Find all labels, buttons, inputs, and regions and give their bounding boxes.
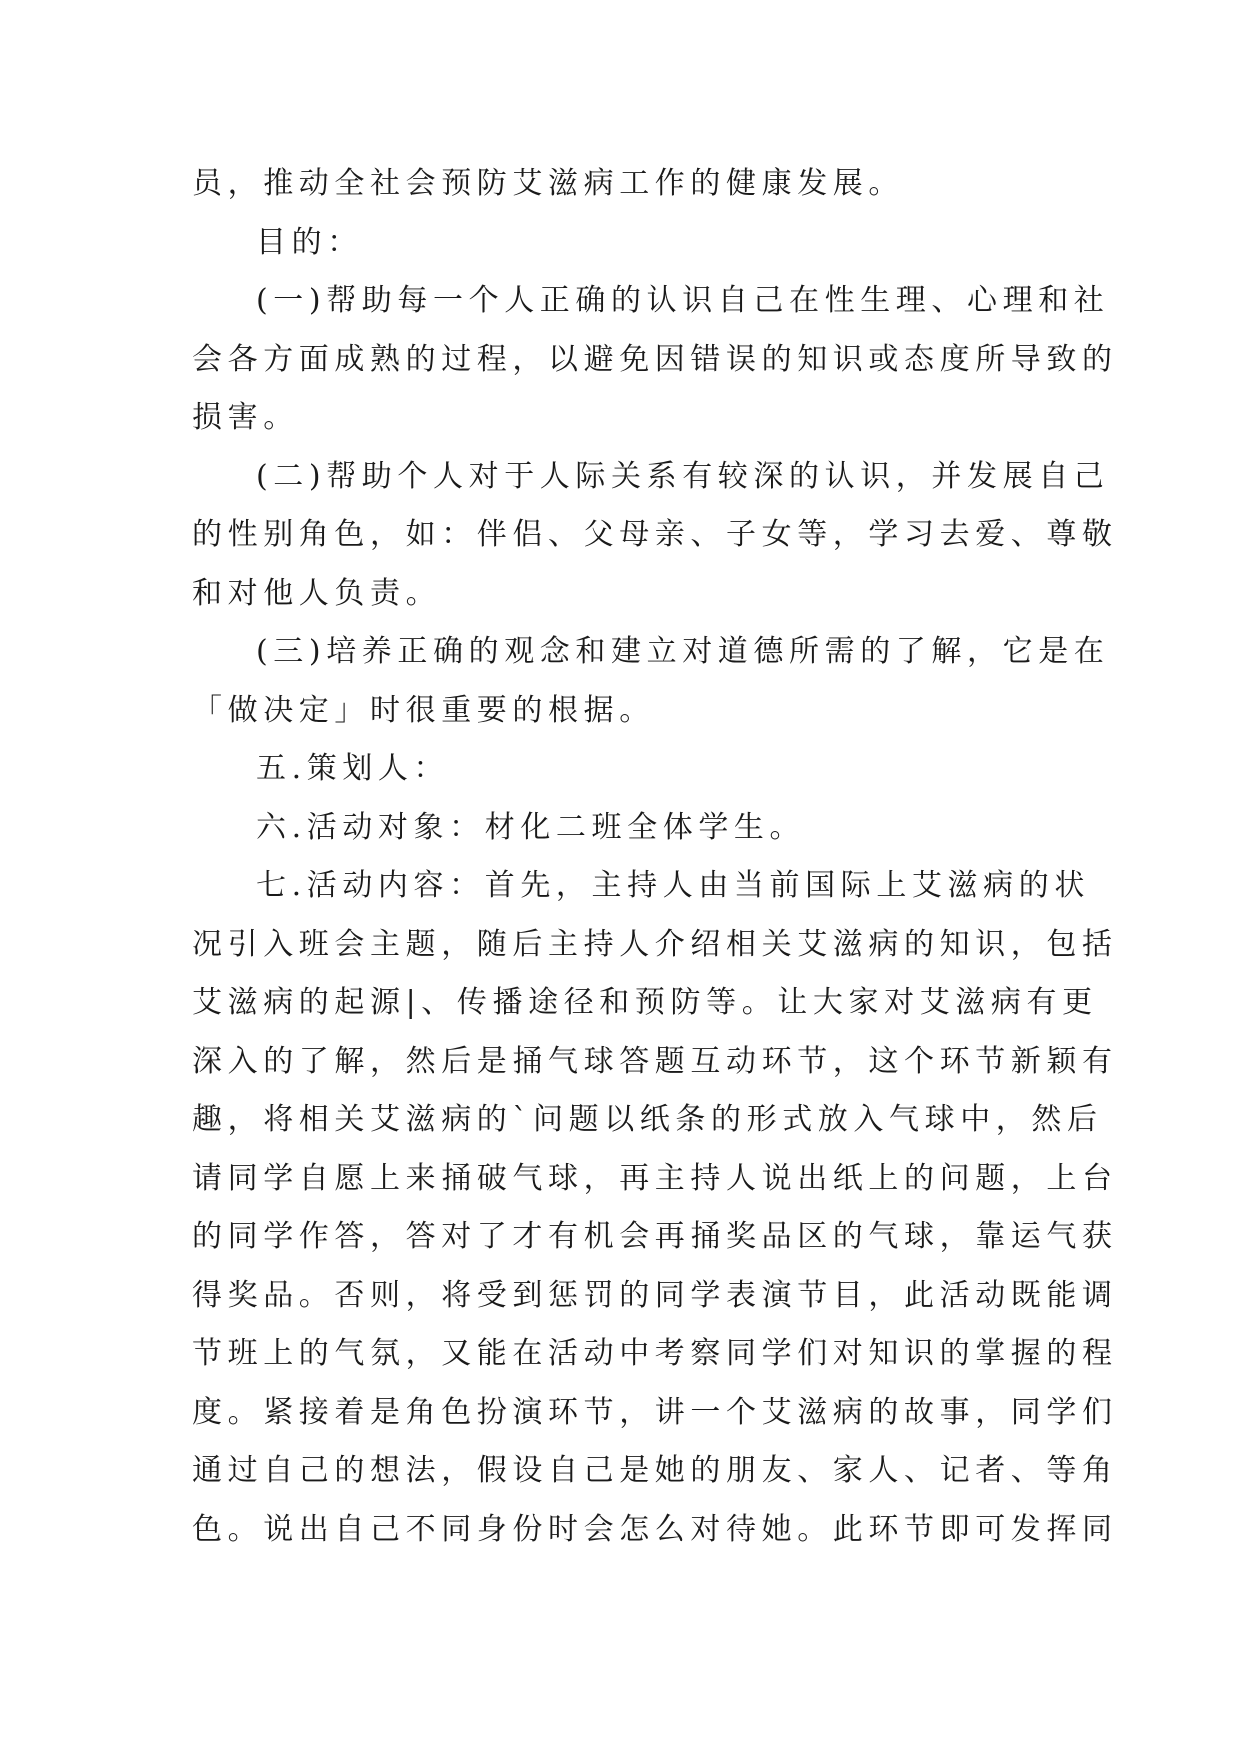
document-page bbox=[192, 155, 1118, 1559]
text-line: 通过自己的想法，假设自己是她的朋友、家人、记者、等角 bbox=[192, 1453, 1118, 1488]
text-line: 会各方面成熟的过程，以避免因错误的知识或态度所导致的 bbox=[192, 341, 1118, 377]
text-line: (一)帮助每一个人正确的认识自己在性生理、心理和社 bbox=[256, 283, 1110, 318]
text-line: 节班上的气氛，又能在活动中考察同学们对知识的掌握的程 bbox=[192, 1336, 1118, 1371]
text-line: 的性别角色，如：伴侣、父母亲、子女等，学习去爱、尊敬 bbox=[192, 517, 1118, 552]
text-line: 员，推动全社会预防艾滋病工作的健康发展。 bbox=[192, 166, 904, 201]
text-line: 「做决定」时很重要的根据。 bbox=[192, 692, 655, 728]
text-line: 和对他人负责。 bbox=[192, 575, 442, 611]
text-line: 趣，将相关艾滋病的`问题以纸条的形式放入气球中，然后 bbox=[192, 1102, 1103, 1137]
text-line: 艾滋病的起源|、传播途径和预防等。让大家对艾滋病有更 bbox=[192, 985, 1098, 1020]
text-line: 度。紧接着是角色扮演环节，讲一个艾滋病的故事，同学们 bbox=[192, 1394, 1118, 1430]
text-line: 六.活动对象：材化二班全体学生。 bbox=[256, 809, 806, 845]
text-line: 的同学作答，答对了才有机会再捅奖品区的气球，靠运气获 bbox=[192, 1219, 1118, 1254]
text-line: 色。说出自己不同身份时会怎么对待她。此环节即可发挥同 bbox=[192, 1511, 1118, 1547]
text-line: 目的： bbox=[256, 224, 363, 260]
text-line: 况引入班会主题，随后主持人介绍相关艾滋病的知识，包括 bbox=[192, 926, 1118, 962]
text-line: (二)帮助个人对于人际关系有较深的认识，并发展自己 bbox=[256, 458, 1110, 494]
text-line: 请同学自愿上来捅破气球，再主持人说出纸上的问题，上台 bbox=[192, 1160, 1118, 1196]
text-line: 五.策划人： bbox=[256, 751, 450, 786]
text-line: 得奖品。否则，将受到惩罚的同学表演节目，此活动既能调 bbox=[192, 1277, 1118, 1313]
text-line: (三)培养正确的观念和建立对道德所需的了解，它是在 bbox=[256, 634, 1110, 669]
text-line: 七.活动内容：首先，主持人由当前国际上艾滋病的状 bbox=[256, 868, 1090, 903]
text-line: 损害。 bbox=[192, 400, 299, 435]
text-line: 深入的了解，然后是捅气球答题互动环节，这个环节新颖有 bbox=[192, 1043, 1118, 1079]
